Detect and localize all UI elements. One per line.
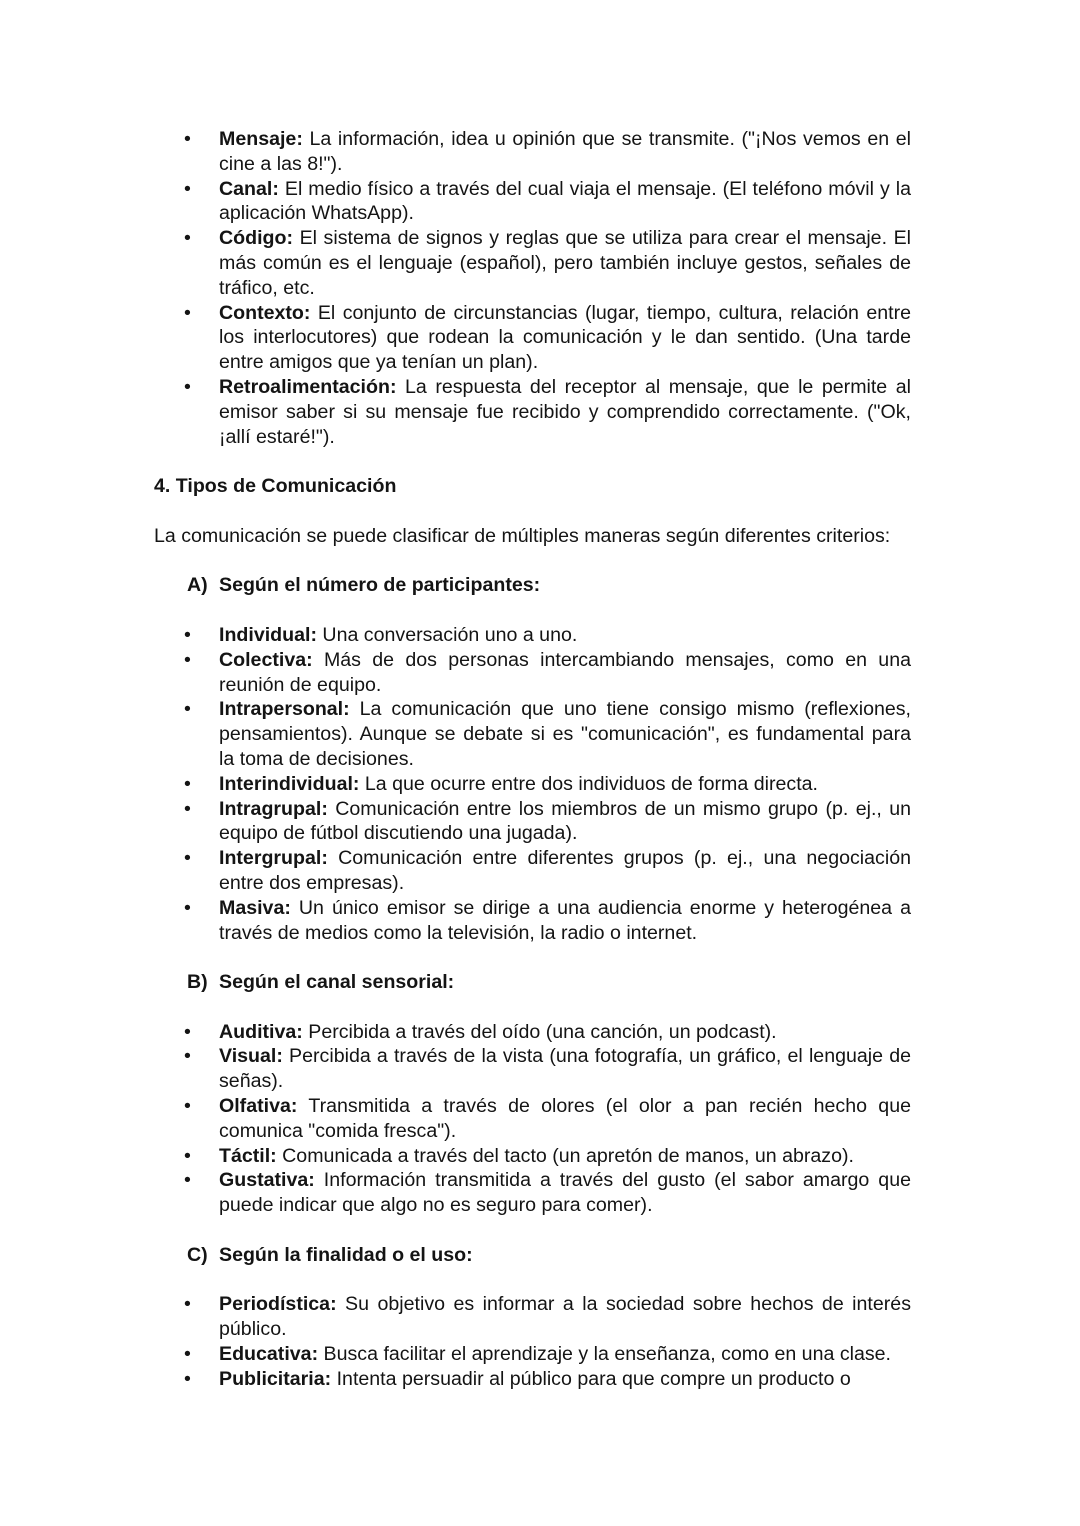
term-label: Interindividual: — [219, 772, 360, 795]
term-label: Gustativa: — [219, 1169, 315, 1192]
section-heading: 4. Tipos de Comunicación — [154, 475, 397, 498]
list-item — [219, 226, 911, 300]
term-label: Intergrupal: — [219, 847, 328, 870]
term-label: Individual: — [219, 623, 317, 646]
term-description: La comunicación que uno tiene consigo mismo (reflexiones, pensamientos). Aunque se debate si es "comunicación", es fundamental para la toma de decisiones. — [219, 698, 911, 770]
list-item — [219, 1342, 911, 1367]
term-description: El conjunto de circunstancias (lugar, tiempo, cultura, relación entre los interlocutores) que rodean la comunicación y le dan sentido. (Una tarde entre amigos que ya tenían un plan). — [219, 301, 911, 374]
term-description: La que ocurre entre dos individuos de forma directa. — [359, 772, 818, 795]
list-item — [219, 1367, 911, 1392]
list-item — [219, 1292, 911, 1342]
term-label: Intrapersonal: — [219, 698, 350, 721]
term-label: Periodística: — [219, 1293, 337, 1316]
term-label: Mensaje: — [219, 128, 303, 150]
term-description: Información transmitida a través del gusto (el sabor amargo que puede indicar que algo no es seguro para comer). — [219, 1169, 911, 1217]
list-item — [219, 896, 911, 946]
term-label: Canal: — [219, 177, 279, 200]
list-item — [219, 697, 911, 771]
term-description: Más de dos personas intercambiando mensajes, como en una reunión de equipo. — [219, 648, 911, 696]
term-label: Educativa: — [219, 1343, 319, 1366]
term-description: La información, idea u opinión que se transmite. ("¡Nos vemos en el cine a las 8!"). — [219, 128, 911, 175]
term-description: El sistema de signos y reglas que se utiliza para crear el mensaje. El más común es el lenguaje (español), pero también incluye gestos, señales de tráfico, etc. — [219, 227, 911, 299]
term-description: La respuesta del receptor al mensaje, que le permite al emisor saber si su mensaje fue recibido y comprendido correctamente. ("Ok, ¡allí estaré!"). — [219, 375, 911, 448]
list-item — [219, 177, 911, 227]
subsection-letter: A) — [187, 574, 208, 597]
term-description: Su objetivo es informar a la sociedad sobre hechos de interés público. — [219, 1293, 911, 1341]
term-label: Táctil: — [219, 1144, 277, 1167]
term-label: Código: — [219, 227, 293, 250]
subsection-heading-b — [154, 970, 911, 995]
document-body — [154, 127, 911, 1392]
term-description: Percibida a través del oído (una canción, un podcast). — [302, 1020, 777, 1043]
communication-elements-list — [154, 127, 911, 449]
subsection-title: Según el número de participantes: — [219, 574, 541, 597]
list-item — [219, 375, 911, 449]
subsection-letter: C) — [187, 1243, 208, 1266]
term-description: Busca facilitar el aprendizaje y la enseñanza, como en una clase. — [318, 1343, 892, 1366]
list-item — [219, 1144, 911, 1169]
section-intro: La comunicación se puede clasificar de múltiples maneras según diferentes criterios: — [154, 524, 891, 547]
list-item — [219, 797, 911, 847]
sensory-channel-list — [154, 1020, 911, 1218]
subsection-title: Según la finalidad o el uso: — [219, 1243, 473, 1266]
subsection-title: Según el canal sensorial: — [219, 971, 455, 994]
term-label: Visual: — [219, 1045, 283, 1068]
term-description: El medio físico a través del cual viaja el mensaje. (El teléfono móvil y la aplicación WhatsApp). — [219, 177, 911, 225]
term-description: Un único emisor se dirige a una audiencia enorme y heterogénea a través de medios como la televisión, la radio o internet. — [219, 896, 911, 944]
term-label: Colectiva: — [219, 648, 313, 671]
list-item — [219, 1044, 911, 1094]
term-label: Intragrupal: — [219, 797, 328, 820]
term-description: Una conversación uno a uno. — [316, 623, 578, 646]
term-description: Percibida a través de la vista (una fotografía, un gráfico, el lenguaje de señas). — [219, 1045, 911, 1093]
list-item — [219, 127, 911, 177]
list-item — [219, 846, 911, 896]
list-item — [219, 1094, 911, 1144]
subsection-heading-a — [154, 573, 911, 598]
subsection-letter: B) — [187, 971, 208, 994]
list-item — [219, 301, 911, 375]
term-label: Contexto: — [219, 301, 311, 324]
list-item — [219, 1020, 911, 1045]
list-item — [219, 772, 911, 797]
term-description: Comunicada a través del tacto (un apretón de manos, un abrazo). — [276, 1144, 854, 1167]
term-label: Retroalimentación: — [219, 375, 397, 398]
purpose-list — [154, 1292, 911, 1391]
term-description: Comunicación entre diferentes grupos (p. ej., una negociación entre dos empresas). — [219, 847, 911, 894]
participants-list — [154, 623, 911, 945]
list-item — [219, 1168, 911, 1218]
subsection-heading-c — [154, 1243, 911, 1268]
term-description: Transmitida a través de olores (el olor a pan recién hecho que comunica "comida fresca"). — [219, 1095, 911, 1142]
term-label: Olfativa: — [219, 1095, 298, 1118]
term-label: Masiva: — [219, 896, 291, 919]
term-description: Intenta persuadir al público para que compre un producto o — [331, 1367, 851, 1390]
term-description: Comunicación entre los miembros de un mismo grupo (p. ej., un equipo de fútbol discutiendo una jugada). — [219, 797, 911, 845]
term-label: Auditiva: — [219, 1020, 303, 1043]
term-label: Publicitaria: — [219, 1367, 332, 1390]
list-item — [219, 623, 911, 648]
list-item — [219, 648, 911, 698]
